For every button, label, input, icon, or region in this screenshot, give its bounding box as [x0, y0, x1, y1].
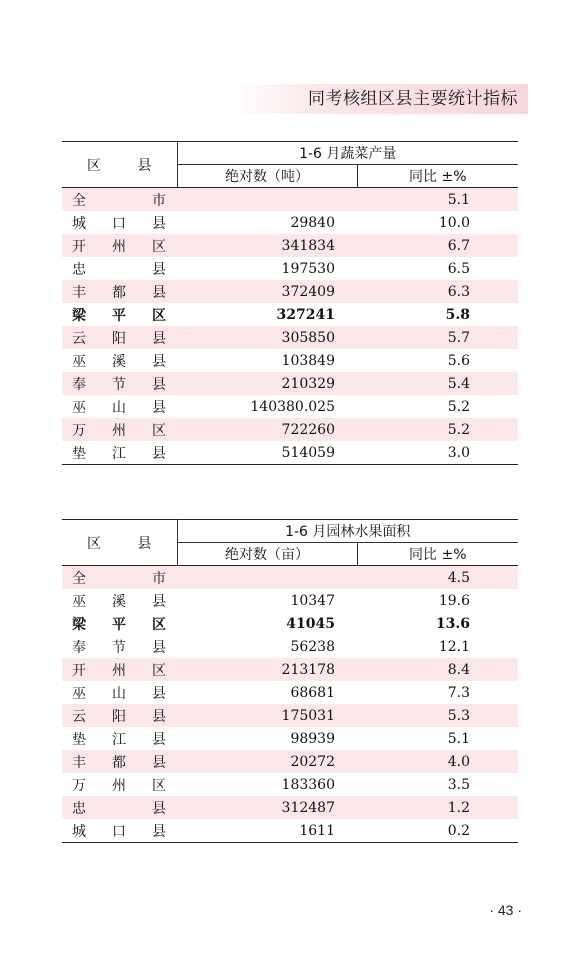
- table-row: [62, 188, 518, 212]
- region-name-char: 县: [152, 215, 166, 232]
- region-name-char: 县: [152, 731, 166, 748]
- page-header-title: 同考核组区县主要统计指标: [308, 89, 518, 109]
- region-name-char: 州: [112, 422, 126, 439]
- region-name-char: 巫: [72, 353, 86, 370]
- region-name-cell: [62, 280, 177, 303]
- region-name: [72, 328, 166, 348]
- region-name-cell: [62, 188, 177, 212]
- region-name-char: 江: [112, 445, 126, 462]
- yoy-percent-cell: 5.3: [357, 704, 518, 727]
- absolute-value-cell: 10347: [290, 592, 335, 609]
- group-column-header: 1-6 月蔬菜产量: [177, 142, 518, 165]
- region-name-char: 阳: [112, 330, 126, 347]
- region-name-char: 县: [152, 823, 166, 840]
- table-row: [62, 612, 518, 635]
- region-name-char: 丰: [72, 284, 86, 301]
- yoy-percent-cell: 4.0: [357, 750, 518, 773]
- region-name-char: 江: [112, 731, 126, 748]
- region-name-char: 巫: [72, 593, 86, 610]
- region-name-char: 县: [152, 754, 166, 771]
- region-name-char: 市: [152, 192, 166, 209]
- table-row: [62, 566, 518, 590]
- table-body: [62, 566, 518, 843]
- region-name-char: 奉: [72, 639, 86, 656]
- region-name-char: 垫: [72, 445, 86, 462]
- table-body: [62, 188, 518, 465]
- region-name-char: 平: [112, 616, 126, 633]
- region-name-cell: [62, 589, 177, 612]
- table-row: [62, 418, 518, 441]
- absolute-value-cell: 98939: [290, 730, 335, 747]
- region-name: [72, 821, 166, 841]
- table-row: [62, 280, 518, 303]
- table-row: [62, 589, 518, 612]
- region-name: [72, 305, 166, 325]
- region-name-char: 忠: [72, 800, 86, 817]
- region-name-char: 巫: [72, 399, 86, 416]
- table-row: [62, 727, 518, 750]
- yoy-percent-cell: 5.7: [357, 326, 518, 349]
- absolute-value-cell: 327241: [276, 306, 335, 323]
- yoy-percent-cell: 0.2: [357, 819, 518, 843]
- region-name-cell: [62, 234, 177, 257]
- yoy-percent-cell: 5.6: [447, 352, 471, 369]
- absolute-value-cell: 183360: [281, 776, 335, 793]
- region-name-char: 县: [152, 639, 166, 656]
- yoy-percent-cell: 5.2: [357, 418, 518, 441]
- region-name-char: 都: [112, 284, 126, 301]
- region-name-cell: [62, 303, 177, 326]
- yoy-percent-cell: 10.0: [438, 214, 471, 231]
- yoy-percent-cell: 8.4: [357, 658, 518, 681]
- region-name-char: 全: [72, 192, 86, 209]
- yoy-percent-cell: 13.6: [435, 615, 471, 632]
- region-name: [72, 798, 166, 818]
- region-name-cell: [62, 211, 177, 234]
- table-row: [62, 326, 518, 349]
- region-name: [72, 706, 166, 726]
- absolute-value-cell: 140380.025: [250, 398, 335, 415]
- yoy-percent-cell: 7.3: [447, 684, 471, 701]
- region-name-cell: [62, 441, 177, 465]
- region-name: [72, 282, 166, 302]
- yoy-percent-cell: 4.5: [357, 566, 518, 590]
- region-name-char: 垫: [72, 731, 86, 748]
- absolute-value-cell: [177, 188, 357, 212]
- region-name-char: 节: [112, 376, 126, 393]
- yoy-percent-cell: 3.0: [357, 441, 518, 465]
- region-name: [72, 374, 166, 394]
- region-name-cell: [62, 372, 177, 395]
- region-name-cell: [62, 257, 177, 280]
- yoy-column-header: 同比 ±%: [409, 547, 467, 563]
- region-name-cell: [62, 796, 177, 819]
- region-name: [72, 351, 166, 371]
- absolute-value-cell: 213178: [177, 658, 357, 681]
- region-name: [72, 236, 166, 256]
- region-name-char: 丰: [72, 754, 86, 771]
- region-name-char: 州: [112, 777, 126, 794]
- region-name-char: 区: [152, 777, 166, 794]
- region-name-char: 万: [72, 422, 86, 439]
- region-name-char: 城: [72, 215, 86, 232]
- region-name: [72, 213, 166, 233]
- region-name-char: 县: [152, 399, 166, 416]
- yoy-percent-cell: 5.1: [357, 188, 518, 212]
- yoy-column-header: 同比 ±%: [409, 169, 467, 185]
- region-name: [72, 660, 166, 680]
- region-name-char: 开: [72, 662, 86, 679]
- region-name: [72, 420, 166, 440]
- table-row: [62, 349, 518, 372]
- region-name-cell: [62, 635, 177, 658]
- region-name-char: 云: [72, 330, 86, 347]
- table-row: [62, 441, 518, 465]
- absolute-column-header: 绝对数（亩）: [177, 543, 357, 566]
- absolute-value-cell: 372409: [177, 280, 357, 303]
- region-name-cell: [62, 349, 177, 372]
- absolute-value-cell: 56238: [290, 638, 335, 655]
- region-name-char: 县: [152, 330, 166, 347]
- region-name-cell: [62, 418, 177, 441]
- region-name-cell: [62, 727, 177, 750]
- yoy-percent-cell: 5.8: [445, 306, 471, 323]
- absolute-value-cell: 312487: [177, 796, 357, 819]
- region-name-char: 阳: [112, 708, 126, 725]
- region-name-char: 县: [152, 284, 166, 301]
- region-name: [72, 775, 166, 795]
- region-name-char: 区: [152, 422, 166, 439]
- region-name-char: 县: [152, 685, 166, 702]
- region-name: [72, 259, 166, 279]
- table-row: [62, 211, 518, 234]
- region-name-char: 忠: [72, 261, 86, 278]
- table-row: [62, 796, 518, 819]
- region-name-char: 节: [112, 639, 126, 656]
- region-name-cell: [62, 566, 177, 590]
- yoy-percent-cell: 6.3: [357, 280, 518, 303]
- region-name-cell: [62, 612, 177, 635]
- region-name-char: 口: [112, 823, 126, 840]
- absolute-column-header: 绝对数（吨）: [177, 165, 357, 188]
- region-name-char: 山: [112, 399, 126, 416]
- absolute-value-cell: [177, 566, 357, 590]
- region-name-char: 全: [72, 570, 86, 587]
- region-name-char: 县: [152, 376, 166, 393]
- region-name: [72, 568, 166, 588]
- region-name: [72, 443, 166, 463]
- yoy-percent-cell: 6.7: [357, 234, 518, 257]
- region-name-cell: [62, 773, 177, 796]
- absolute-value-cell: 68681: [290, 684, 335, 701]
- absolute-value-cell: 20272: [177, 750, 357, 773]
- table-row: [62, 704, 518, 727]
- region-name: [72, 637, 166, 657]
- yoy-percent-cell: 5.4: [357, 372, 518, 395]
- region-name-char: 区: [152, 307, 166, 324]
- region-name-char: 梁: [72, 616, 86, 633]
- table-row: [62, 234, 518, 257]
- page-number: · 43 ·: [489, 902, 522, 918]
- absolute-value-cell: 103849: [281, 352, 335, 369]
- table-row: [62, 372, 518, 395]
- region-name-char: 溪: [112, 353, 126, 370]
- region-name-char: 溪: [112, 593, 126, 610]
- absolute-value-cell: 722260: [177, 418, 357, 441]
- region-name: [72, 752, 166, 772]
- absolute-value-cell: 341834: [177, 234, 357, 257]
- region-name: [72, 190, 166, 210]
- region-name: [72, 683, 166, 703]
- table-row: [62, 635, 518, 658]
- region-name-char: 都: [112, 754, 126, 771]
- region-name-cell: [62, 819, 177, 843]
- yoy-percent-cell: 5.1: [447, 730, 471, 747]
- table-row: [62, 773, 518, 796]
- region-name-cell: [62, 658, 177, 681]
- yoy-percent-cell: 5.2: [447, 398, 471, 415]
- region-column-header: 区 县: [62, 142, 177, 188]
- yoy-percent-cell: 3.5: [447, 776, 471, 793]
- absolute-value-cell: 305850: [177, 326, 357, 349]
- vegetable-output-table: [62, 141, 518, 465]
- table-row: [62, 395, 518, 418]
- region-name-char: 州: [112, 238, 126, 255]
- absolute-value-cell: 175031: [177, 704, 357, 727]
- yoy-percent-cell: 19.6: [438, 592, 471, 609]
- region-name: [72, 591, 166, 611]
- table-row: [62, 257, 518, 280]
- yoy-percent-cell: 12.1: [438, 638, 471, 655]
- table-row: [62, 819, 518, 843]
- absolute-value-cell: 197530: [281, 260, 335, 277]
- region-name-char: 山: [112, 685, 126, 702]
- yoy-percent-cell: 1.2: [357, 796, 518, 819]
- region-name-char: 城: [72, 823, 86, 840]
- absolute-value-cell: 1611: [177, 819, 357, 843]
- region-name: [72, 729, 166, 749]
- region-name-char: 县: [152, 708, 166, 725]
- region-name-char: 梁: [72, 307, 86, 324]
- group-column-header: 1-6 月园林水果面积: [177, 520, 518, 543]
- region-name-char: 县: [152, 261, 166, 278]
- region-name-char: 州: [112, 662, 126, 679]
- region-name-char: 云: [72, 708, 86, 725]
- region-name-char: 县: [152, 800, 166, 817]
- region-name: [72, 397, 166, 417]
- table-row: [62, 658, 518, 681]
- region-name: [72, 614, 166, 634]
- table-row: [62, 303, 518, 326]
- region-name-cell: [62, 750, 177, 773]
- region-column-header: 区 县: [62, 520, 177, 566]
- region-name-char: 奉: [72, 376, 86, 393]
- region-name-char: 县: [152, 353, 166, 370]
- region-name-cell: [62, 395, 177, 418]
- region-name-char: 巫: [72, 685, 86, 702]
- region-name-char: 区: [152, 662, 166, 679]
- region-name-char: 万: [72, 777, 86, 794]
- region-name-cell: [62, 704, 177, 727]
- region-name-char: 县: [152, 593, 166, 610]
- absolute-value-cell: 514059: [177, 441, 357, 465]
- table-row: [62, 750, 518, 773]
- region-name-char: 市: [152, 570, 166, 587]
- region-name-char: 区: [152, 616, 166, 633]
- region-name-char: 平: [112, 307, 126, 324]
- absolute-value-cell: 41045: [286, 615, 335, 632]
- orchard-area-table: [62, 519, 518, 843]
- yoy-percent-cell: 6.5: [447, 260, 471, 277]
- region-name-char: 开: [72, 238, 86, 255]
- table-row: [62, 681, 518, 704]
- region-name-cell: [62, 681, 177, 704]
- absolute-value-cell: 29840: [290, 214, 335, 231]
- absolute-value-cell: 210329: [177, 372, 357, 395]
- region-name-char: 区: [152, 238, 166, 255]
- region-name-cell: [62, 326, 177, 349]
- region-name-char: 县: [152, 445, 166, 462]
- region-name-char: 口: [112, 215, 126, 232]
